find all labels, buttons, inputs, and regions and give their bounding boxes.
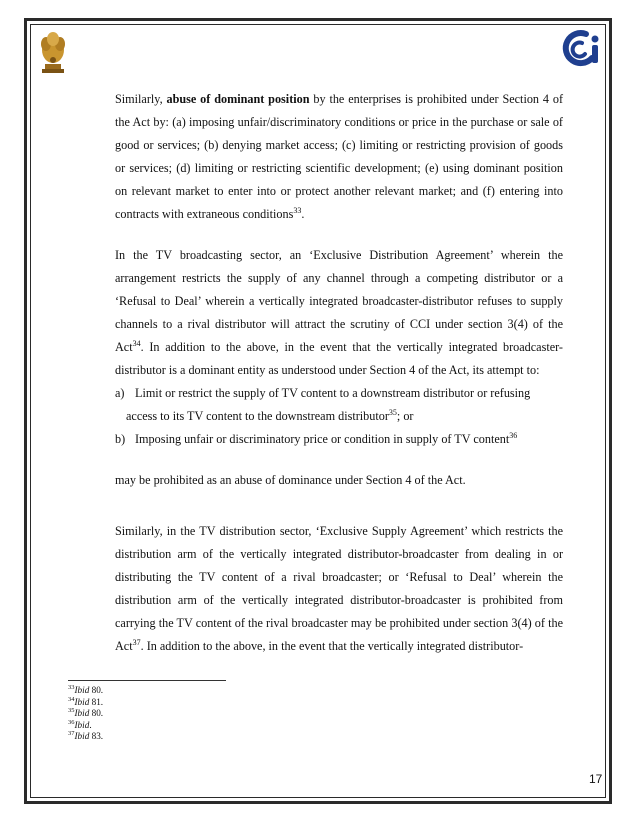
footnote-ref: 35 <box>388 407 397 417</box>
national-emblem-icon <box>36 28 70 74</box>
list-item-text: ; or <box>396 409 414 423</box>
paragraph-text: Similarly, <box>115 92 167 106</box>
paragraph-tv-broadcasting <box>115 244 563 382</box>
footnote-ref: 36 <box>509 430 518 440</box>
list-item-a <box>115 382 563 405</box>
footnote: $^{34}$Ibid 81. <box>68 695 104 707</box>
list-item-a-continuation <box>115 405 563 428</box>
list-item-text: access to its TV content to the downstream distributor <box>126 409 389 423</box>
paragraph-abuse-of-dominance <box>115 88 563 226</box>
list-item-text: Imposing unfair or discriminatory price or condition in supply of TV content <box>135 432 510 446</box>
list-marker: a) <box>115 386 125 400</box>
footnote: $^{33}$Ibid 80. <box>68 683 104 695</box>
paragraph-text: Similarly, in the TV distribution sector, ‘Exclusive Supply Agreement’ which restricts the distribution arm of the vertically integrated distributor-broadcaster from dealing in or distributing the TV content of a rival broadcaster; or ‘Refusal to Deal’ wherein the distribution arm of the vertically integrated distributor-broadcaster is prohibited from carrying the TV content of the rival broadcaster may be prohibited under section 3(4) of the Act <box>115 524 563 653</box>
paragraph-tv-distribution <box>115 520 563 658</box>
paragraph-prohibited-abuse: may be prohibited as an abuse of dominance under Section 4 of the Act. <box>115 473 466 487</box>
footnote-ref: 34 <box>132 338 141 348</box>
paragraph-text: . <box>301 207 305 221</box>
footnote: $^{35}$Ibid 80. <box>68 706 104 718</box>
footnote: $^{36}$Ibid. <box>68 718 92 730</box>
footnote: $^{37}$Ibid 83. <box>68 729 104 741</box>
paragraph-text: . In addition to the above, in the event that the vertically integrated broadcaster-distributor is a dominant entity as understood under Section 4 of the Act, its attempt to: <box>115 340 563 377</box>
footnote-ref: 33 <box>293 205 302 215</box>
list-item-text: Limit or restrict the supply of TV content to a downstream distributor or refusing <box>135 386 531 400</box>
paragraph-text: In the TV broadcasting sector, an ‘Exclusive Distribution Agreement’ wherein the arrangement restricts the supply of any channel through a competing distributor or a ‘Refusal to Deal’ wherein a vertically integrated broadcaster-distributor refuses to supply channels to a rival distributor will attract the scrutiny of CCI under section 3(4) of the Act <box>115 248 563 354</box>
footnote-ref: 37 <box>132 637 141 647</box>
bold-term: abuse of dominant position <box>166 92 310 106</box>
cci-logo-icon <box>556 26 606 72</box>
page-number: 17 <box>589 772 603 786</box>
list-marker: b) <box>115 432 126 446</box>
paragraph-text: by the enterprises is prohibited under Section 4 of the Act by: (a) imposing unfair/discriminatory conditions or price in the purchase or sale of good or services; (b) denying market access; (c) limiting or restricting provision of goods or services; (d) limiting or restricting scientific development; (e) using dominant position on relevant market to enter into or protect another relevant market; and (f) entering into contracts with extraneous conditions <box>115 92 564 221</box>
footnote-separator <box>68 680 226 681</box>
body-text <box>115 88 563 658</box>
list-item-b <box>115 428 563 451</box>
paragraph-text: . In addition to the above, in the event that the vertically integrated distributor- <box>140 639 524 653</box>
footnotes <box>68 685 103 743</box>
